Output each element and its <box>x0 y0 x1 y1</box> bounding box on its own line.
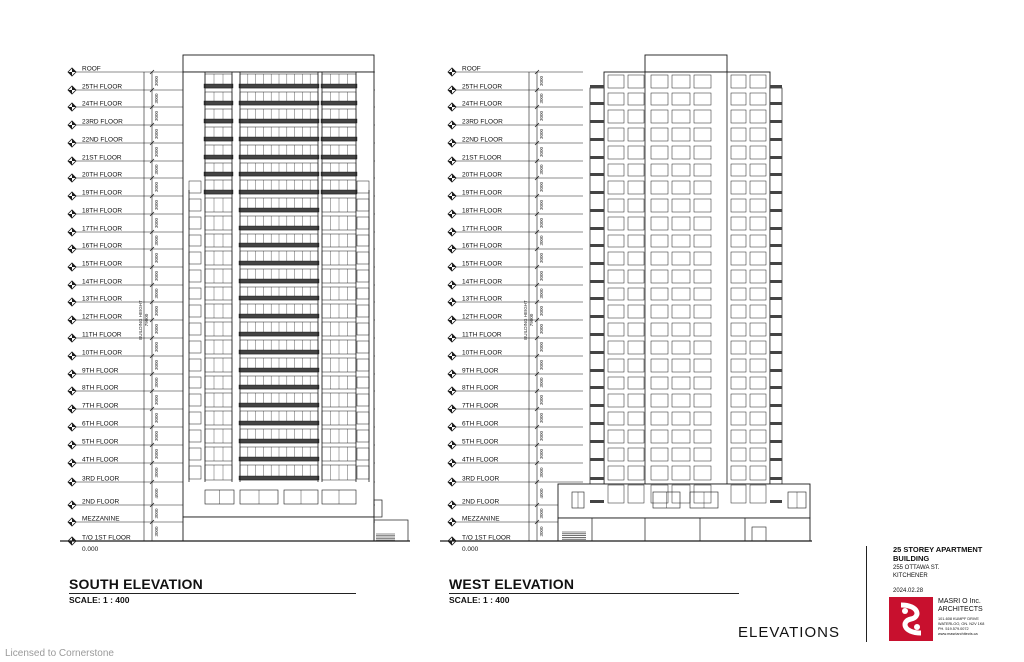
south-level-label: 22ND FLOOR <box>82 136 123 144</box>
west-balcony-railing <box>590 477 604 480</box>
south-balcony-railing <box>239 385 319 389</box>
west-level-label: 21ST FLOOR <box>462 154 502 162</box>
west-level-marker-fill <box>448 423 456 431</box>
south-balcony-railing <box>239 296 319 300</box>
west-level-marker-fill <box>448 103 456 111</box>
south-level-marker-fill <box>68 370 76 378</box>
south-balcony-railing <box>239 476 319 480</box>
west-balcony-railing <box>770 404 782 407</box>
drawing-date: 2024.02.28 <box>893 588 924 594</box>
south-level-marker-fill <box>68 334 76 342</box>
west-dimension-value: 3000 <box>539 526 544 537</box>
west-dimension-value: 3000 <box>539 128 544 140</box>
south-dimension-value: 3000 <box>154 128 159 140</box>
south-balcony-railing <box>321 190 357 194</box>
west-elevation-title: WEST ELEVATION <box>449 576 575 592</box>
west-ground-level <box>558 518 810 541</box>
west-level-marker-fill <box>448 68 456 76</box>
west-dimension-value: 3000 <box>539 394 544 406</box>
west-level-marker-fill <box>448 501 456 509</box>
west-dimension-value: 4000 <box>539 488 544 499</box>
south-dimension-value: 3000 <box>154 305 159 317</box>
south-level-marker-fill <box>68 352 76 360</box>
west-balcony-railing <box>770 386 782 389</box>
west-elevation-scale: SCALE: 1 : 400 <box>449 595 510 605</box>
south-level-label: 9TH FLOOR <box>82 367 119 375</box>
project-title-line2: BUILDING <box>893 554 930 563</box>
south-level-label: 4TH FLOOR <box>82 456 119 464</box>
west-level-markers <box>448 66 583 554</box>
west-dimension-value: 3000 <box>539 341 544 353</box>
south-balcony-railing <box>239 279 319 283</box>
south-level-label: 20TH FLOOR <box>82 171 123 179</box>
west-balcony-railing <box>770 458 782 461</box>
west-balcony-railing <box>590 173 604 176</box>
west-dimension-value: 3000 <box>539 508 544 519</box>
west-balcony-railing <box>590 440 604 443</box>
west-balcony-railing <box>590 500 604 503</box>
south-level-label: 7TH FLOOR <box>82 402 119 410</box>
south-balcony-railing <box>239 314 319 318</box>
south-overall-dimension-label: BUILDING HEIGHT <box>138 300 143 340</box>
west-level-marker-fill <box>448 228 456 236</box>
south-dimension-value: 3000 <box>154 448 159 460</box>
south-level-marker-fill <box>68 157 76 165</box>
south-balcony-railing <box>239 208 319 212</box>
project-title-line1: 25 STOREY APARTMENT <box>893 545 983 554</box>
project-address-line1: 255 OTTAWA ST. <box>893 565 940 571</box>
west-overall-dimension-value: 79000 <box>529 313 534 327</box>
west-dimension-value: 3000 <box>539 359 544 371</box>
west-level-label: 20TH FLOOR <box>462 171 503 179</box>
south-level-marker-fill <box>68 501 76 509</box>
south-level-marker-fill <box>68 86 76 94</box>
firm-address <box>938 617 1018 637</box>
west-level-label: T/O 1ST FLOOR <box>462 534 511 542</box>
west-level-marker-fill <box>448 86 456 94</box>
west-balcony-railing <box>770 156 782 159</box>
west-title-underline <box>449 593 739 594</box>
firm-logo <box>889 597 933 641</box>
south-level-label: 15TH FLOOR <box>82 260 123 268</box>
west-dimension-value: 3000 <box>539 305 544 317</box>
south-level-label: ROOF <box>82 65 101 73</box>
south-balcony-railing <box>239 350 319 354</box>
west-level-marker-fill <box>448 352 456 360</box>
west-level-marker-fill <box>448 157 456 165</box>
west-balcony-railing <box>590 102 604 105</box>
south-dimension-value: 3000 <box>154 235 159 246</box>
south-level-marker-fill <box>68 245 76 253</box>
south-dimension-value: 3000 <box>154 394 159 406</box>
south-level-label: 25TH FLOOR <box>82 83 123 91</box>
west-level-label: 12TH FLOOR <box>462 313 503 321</box>
south-elevation-scale: SCALE: 1 : 400 <box>69 595 130 605</box>
west-dimension-value: 3000 <box>539 199 544 211</box>
west-balcony-railing <box>590 458 604 461</box>
west-level-marker-fill <box>448 263 456 271</box>
west-balcony-railing <box>770 440 782 443</box>
south-level-marker-fill <box>68 316 76 324</box>
west-balcony-railing <box>770 85 782 88</box>
south-dimension-value: 3000 <box>154 467 159 478</box>
west-level-marker-fill <box>448 478 456 486</box>
south-balcony-railing <box>239 243 319 247</box>
south-level-label: 5TH FLOOR <box>82 438 119 446</box>
south-level-marker-fill <box>68 281 76 289</box>
south-dimension-value: 3000 <box>154 526 159 537</box>
west-level-marker-fill <box>448 441 456 449</box>
west-balcony-railing <box>770 369 782 372</box>
west-balcony-railing <box>770 297 782 300</box>
west-balcony-railing <box>590 156 604 159</box>
west-level-label: ROOF <box>462 65 481 73</box>
west-dimension-value: 3000 <box>539 323 544 335</box>
south-balcony-railing <box>239 368 319 372</box>
west-level-marker-fill <box>448 210 456 218</box>
west-balcony-railing <box>770 280 782 283</box>
south-level-marker-fill <box>68 441 76 449</box>
south-level-marker-fill <box>68 518 76 526</box>
south-level-marker-fill <box>68 459 76 467</box>
west-level-marker-fill <box>448 192 456 200</box>
south-level-label: 13TH FLOOR <box>82 295 123 303</box>
south-level-marker-fill <box>68 121 76 129</box>
west-balcony-railing <box>590 422 604 425</box>
south-dimension-value: 3000 <box>154 146 159 158</box>
firm-website: www.masriarchitects.ca <box>938 632 978 636</box>
west-level-label: 22ND FLOOR <box>462 136 503 144</box>
south-level-label: 24TH FLOOR <box>82 100 123 108</box>
south-level-label: 6TH FLOOR <box>82 420 119 428</box>
south-balcony-railing <box>321 101 357 105</box>
west-level-label: 24TH FLOOR <box>462 100 503 108</box>
south-dimension-value: 3000 <box>154 288 159 299</box>
west-dimension-value: 3000 <box>539 164 544 175</box>
south-ground-level <box>183 517 374 541</box>
west-level-label: 15TH FLOOR <box>462 260 503 268</box>
south-canopy <box>374 500 382 517</box>
west-balcony-railing <box>590 209 604 212</box>
west-balcony-railing <box>590 315 604 318</box>
south-dimension-value: 3000 <box>154 270 159 282</box>
south-level-marker-fill <box>68 298 76 306</box>
license-watermark: Licensed to Cornerstone <box>5 648 114 659</box>
west-balcony-railing <box>590 351 604 354</box>
west-level-marker-fill <box>448 387 456 395</box>
south-balcony-railing <box>239 261 319 265</box>
west-level-label: 2ND FLOOR <box>462 498 500 506</box>
south-balcony-railing <box>204 101 233 105</box>
west-tower-outline <box>604 72 770 484</box>
west-balcony-railing <box>770 173 782 176</box>
south-level-label: 11TH FLOOR <box>82 331 122 339</box>
west-balcony-railing <box>590 404 604 407</box>
west-dimension-value: 3000 <box>539 110 544 122</box>
south-balcony-railing <box>239 403 319 407</box>
south-elevation-title: SOUTH ELEVATION <box>69 576 203 592</box>
west-level-label: 11TH FLOOR <box>462 331 502 339</box>
west-level-label: 8TH FLOOR <box>462 384 499 392</box>
firm-name-line1: MASRI O Inc. <box>938 598 981 605</box>
west-balcony-railing <box>590 85 604 88</box>
west-level-label: MEZZANINE <box>462 515 500 523</box>
west-dimension-value: 3000 <box>539 430 544 442</box>
west-level-label: 7TH FLOOR <box>462 402 499 410</box>
south-balcony-railing <box>239 226 319 230</box>
west-level-marker-fill <box>448 316 456 324</box>
west-dimension-value: 3000 <box>539 270 544 282</box>
west-dimension-value: 3000 <box>539 252 544 264</box>
west-balcony-railing <box>590 138 604 141</box>
west-dimension-value: 3000 <box>539 235 544 246</box>
south-level-marker-fill <box>68 405 76 413</box>
south-level-marker-fill <box>68 103 76 111</box>
south-datum-label: 0.000 <box>82 546 99 553</box>
west-datum-label: 0.000 <box>462 546 479 553</box>
south-entry <box>374 520 408 541</box>
south-title-underline <box>69 593 356 594</box>
west-level-label: 14TH FLOOR <box>462 278 503 286</box>
south-level-marker-fill <box>68 263 76 271</box>
west-balcony-railing <box>770 227 782 230</box>
west-balcony-railing <box>590 191 604 194</box>
west-balcony-railing <box>770 422 782 425</box>
south-level-label: 18TH FLOOR <box>82 207 123 215</box>
west-level-marker-fill <box>448 405 456 413</box>
south-dimension-value: 4000 <box>154 488 159 499</box>
west-level-label: 19TH FLOOR <box>462 189 503 197</box>
south-level-marker-fill <box>68 478 76 486</box>
south-overall-dimension-value: 79000 <box>144 313 149 327</box>
west-level-label: 25TH FLOOR <box>462 83 503 91</box>
west-balcony-railing <box>590 262 604 265</box>
west-level-marker-fill <box>448 459 456 467</box>
south-level-marker-fill <box>68 68 76 76</box>
south-level-label: 17TH FLOOR <box>82 225 123 233</box>
south-level-marker-fill <box>68 139 76 147</box>
south-balcony-railing <box>204 172 233 176</box>
west-balcony-railing <box>770 262 782 265</box>
sheet-title: ELEVATIONS <box>738 624 840 641</box>
south-balcony-railing <box>239 421 319 425</box>
west-mechanical-penthouse <box>645 55 727 72</box>
west-balcony-railing <box>770 315 782 318</box>
west-level-marker-fill <box>448 139 456 147</box>
west-dimension-value: 3000 <box>539 412 544 424</box>
west-balcony-railing <box>770 209 782 212</box>
south-dimension-value: 3000 <box>154 93 159 104</box>
south-dimension-value: 3000 <box>154 412 159 424</box>
west-level-marker-fill <box>448 281 456 289</box>
south-level-marker-fill <box>68 192 76 200</box>
west-level-label: 10TH FLOOR <box>462 349 503 357</box>
west-balcony-railing <box>590 386 604 389</box>
south-balcony-railing <box>239 101 319 105</box>
west-dimension-value: 3000 <box>539 93 544 104</box>
west-dimension-value: 3000 <box>539 217 544 229</box>
south-dimension-value: 3000 <box>154 199 159 211</box>
south-balcony-railing <box>204 137 233 141</box>
project-address-line2: KITCHENER <box>893 573 928 579</box>
south-dimension-value: 3000 <box>154 252 159 264</box>
south-dimension-value: 3000 <box>154 323 159 335</box>
west-level-marker-fill <box>448 174 456 182</box>
west-level-marker-fill <box>448 245 456 253</box>
west-balcony-railing <box>770 500 782 503</box>
south-level-label: 3RD FLOOR <box>82 475 120 483</box>
south-level-label: 2ND FLOOR <box>82 498 120 506</box>
firm-phone: PH. 519.579.0072 <box>938 627 969 631</box>
title-block-divider <box>866 546 867 642</box>
west-level-label: 13TH FLOOR <box>462 295 503 303</box>
project-address <box>893 564 1003 580</box>
south-balcony-railing <box>321 155 357 159</box>
west-balcony-railing <box>770 102 782 105</box>
west-balcony-railing <box>770 477 782 480</box>
south-balcony-railing <box>204 84 233 88</box>
south-balcony-railing <box>239 155 319 159</box>
south-level-label: MEZZANINE <box>82 515 120 523</box>
west-balcony-railing <box>770 191 782 194</box>
south-level-label: 10TH FLOOR <box>82 349 123 357</box>
west-balcony-railing <box>770 120 782 123</box>
south-level-label: 8TH FLOOR <box>82 384 119 392</box>
south-dimension-value: 3000 <box>154 75 159 87</box>
south-level-marker-fill <box>68 174 76 182</box>
south-mechanical-penthouse <box>183 55 374 72</box>
west-level-label: 5TH FLOOR <box>462 438 499 446</box>
south-balcony-railing <box>321 137 357 141</box>
west-level-marker-fill <box>448 121 456 129</box>
west-level-label: 23RD FLOOR <box>462 118 503 126</box>
south-balcony-railing <box>321 172 357 176</box>
west-level-marker-fill <box>448 370 456 378</box>
south-dimension-value: 3000 <box>154 181 159 193</box>
south-balcony-railing <box>204 190 233 194</box>
west-level-marker-fill <box>448 298 456 306</box>
firm-address-line2: WATERLOO, ON. N2V 1K8 <box>938 622 985 626</box>
south-dimension-value: 3000 <box>154 359 159 371</box>
south-level-marker-fill <box>68 423 76 431</box>
west-level-label: 16TH FLOOR <box>462 242 503 250</box>
south-level-marker-fill <box>68 387 76 395</box>
south-level-label: T/O 1ST FLOOR <box>82 534 131 542</box>
west-balcony-railing <box>590 120 604 123</box>
south-dimension-value: 3000 <box>154 110 159 122</box>
south-level-label: 12TH FLOOR <box>82 313 123 321</box>
south-balcony-railing <box>204 155 233 159</box>
west-balcony-railing <box>590 244 604 247</box>
south-balcony-railing <box>204 119 233 123</box>
project-title <box>893 545 1003 563</box>
south-dimension-value: 3000 <box>154 164 159 175</box>
south-balcony-railing <box>239 84 319 88</box>
west-dimension-value: 3000 <box>539 146 544 158</box>
south-dimension-value: 3000 <box>154 217 159 229</box>
south-level-label: 14TH FLOOR <box>82 278 123 286</box>
south-level-label: 19TH FLOOR <box>82 189 123 197</box>
west-level-label: 17TH FLOOR <box>462 225 503 233</box>
firm-name-line2: ARCHITECTS <box>938 606 983 613</box>
south-balcony-railing <box>239 137 319 141</box>
west-balcony-railing <box>590 333 604 336</box>
west-balcony-railing <box>590 297 604 300</box>
west-dimension-value: 3000 <box>539 467 544 478</box>
south-level-label: 16TH FLOOR <box>82 242 123 250</box>
west-balcony-railing <box>770 351 782 354</box>
west-level-marker-fill <box>448 334 456 342</box>
west-dimension-value: 3000 <box>539 448 544 460</box>
south-balcony-railing <box>321 119 357 123</box>
west-dimension-value: 3000 <box>539 377 544 388</box>
south-dimension-value: 3000 <box>154 508 159 519</box>
firm-address-line1: 101-608 KUMPF DRIVE <box>938 617 979 621</box>
west-level-label: 4TH FLOOR <box>462 456 499 464</box>
west-level-label: 9TH FLOOR <box>462 367 499 375</box>
south-dimension-value: 3000 <box>154 377 159 388</box>
west-dimension-value: 3000 <box>539 75 544 87</box>
south-balcony-railing <box>239 172 319 176</box>
south-balcony-railing <box>239 332 319 336</box>
south-level-label: 23RD FLOOR <box>82 118 123 126</box>
south-dimension-value: 3000 <box>154 430 159 442</box>
south-balcony-railing <box>239 457 319 461</box>
south-balcony-railing <box>321 84 357 88</box>
west-balcony-railing <box>770 333 782 336</box>
west-level-label: 3RD FLOOR <box>462 475 500 483</box>
west-balcony-railing <box>770 244 782 247</box>
west-level-label: 18TH FLOOR <box>462 207 503 215</box>
west-balcony-railing <box>590 227 604 230</box>
south-balcony-railing <box>239 119 319 123</box>
west-balcony-railing <box>590 280 604 283</box>
west-level-marker-fill <box>448 518 456 526</box>
south-balcony-railing <box>239 439 319 443</box>
west-dimension-value: 3000 <box>539 288 544 299</box>
firm-name <box>938 598 1018 614</box>
south-level-label: 21ST FLOOR <box>82 154 122 162</box>
west-balcony-railing <box>770 138 782 141</box>
south-level-marker-fill <box>68 228 76 236</box>
west-overall-dimension-label: BUILDING HEIGHT <box>523 300 528 340</box>
west-level-label: 6TH FLOOR <box>462 420 499 428</box>
south-level-marker-fill <box>68 210 76 218</box>
west-balcony-railing <box>590 369 604 372</box>
south-dimension-value: 3000 <box>154 341 159 353</box>
south-balcony-railing <box>239 190 319 194</box>
west-dimension-value: 3000 <box>539 181 544 193</box>
